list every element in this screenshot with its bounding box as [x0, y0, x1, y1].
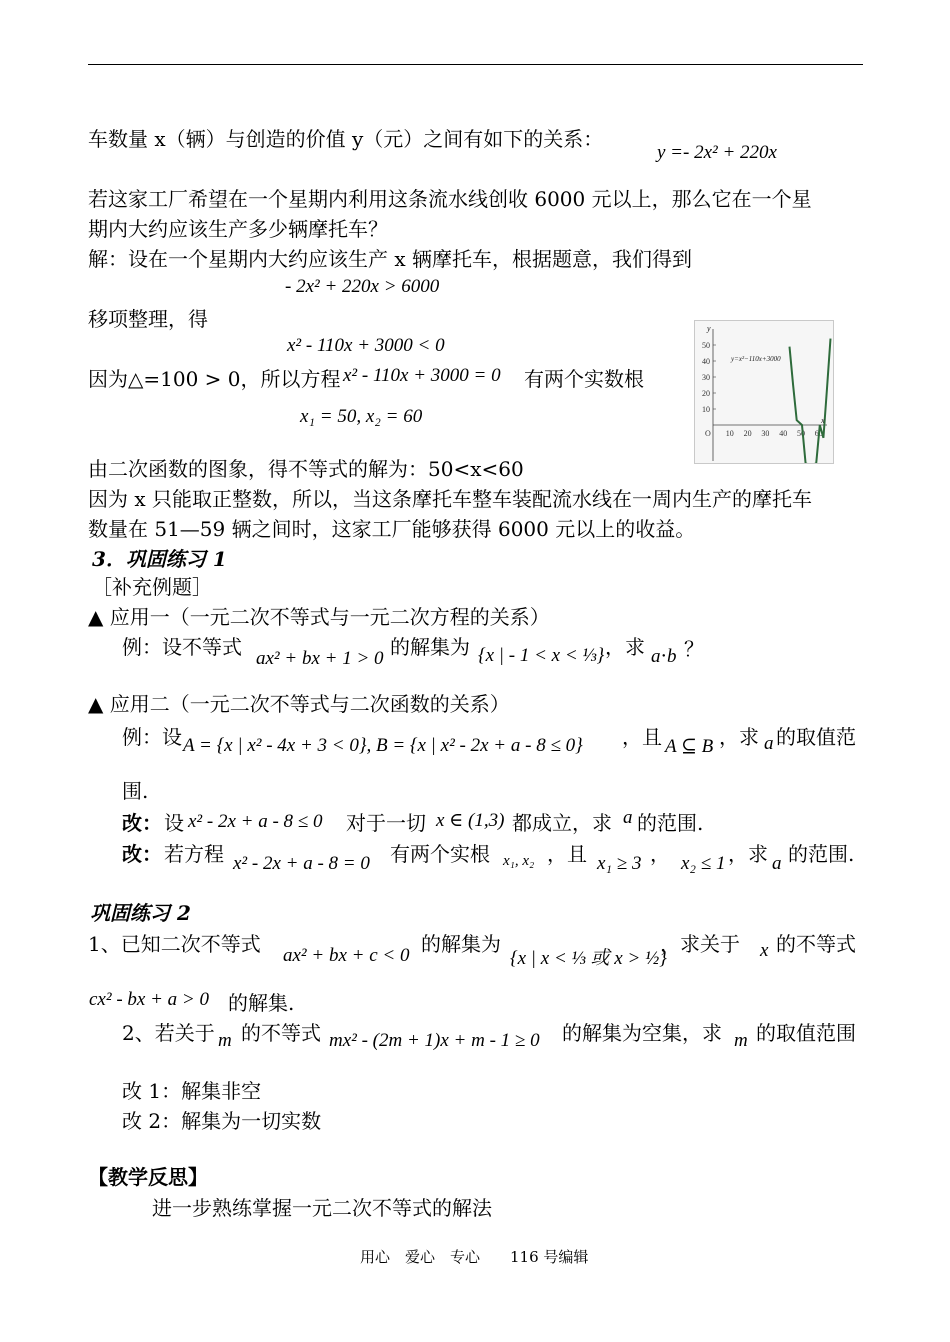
x-tick-label: 60 — [814, 429, 823, 438]
text-line: ，求关于 — [660, 932, 740, 956]
text-line: 改 2：解集为一切实数 — [122, 1109, 322, 1133]
text-line: 1、已知二次不等式 — [88, 932, 261, 956]
text-line: 对于一切 — [346, 811, 426, 835]
condition: x₁ ≥ 3 — [597, 853, 642, 874]
equation: mx² - (2m + 1)x + m - 1 ≥ 0 — [329, 1030, 540, 1051]
text-line: ，求 — [719, 725, 759, 749]
text-line: 都成立，求 — [512, 811, 612, 835]
math-var: m — [734, 1030, 748, 1051]
curve-label: y=x²−110x+3000 — [731, 355, 781, 363]
text-line: 的不等式 — [241, 1021, 321, 1045]
equation: ax² + bx + c < 0 — [283, 945, 410, 966]
text-line: 围. — [122, 779, 149, 803]
text-line: 解：设在一个星期内大约应该生产 x 辆摩托车，根据题意，我们得到 — [88, 247, 692, 271]
parabola-curve — [790, 339, 831, 463]
text-line: 数量在 51—59 辆之间时，这家工厂能够获得 6000 元以上的收益。 — [88, 517, 696, 541]
text-line: 期内大约应该生产多少辆摩托车？ — [88, 217, 388, 241]
x-axis-label: x — [821, 416, 825, 425]
equation: x² - 2x + a - 8 ≤ 0 — [188, 811, 323, 832]
y-tick-label: 10 — [702, 405, 710, 414]
y-tick-label: 40 — [702, 357, 710, 366]
math-var: x — [760, 940, 769, 961]
condition: x₂ ≤ 1 — [681, 853, 726, 874]
x-tick-label: 50 — [797, 429, 805, 438]
math-var: m — [218, 1030, 232, 1051]
application-heading: ▲ 应用二（一元二次不等式与二次函数的关系） — [88, 692, 510, 716]
text-line: ？ — [684, 637, 704, 661]
text-line: 的解集为 — [390, 635, 470, 659]
application-heading: ▲ 应用一（一元二次不等式与一元二次方程的关系） — [88, 605, 550, 629]
text-line: 的范围. — [788, 842, 855, 866]
y-tick-label: 20 — [702, 389, 710, 398]
text-line: ，且 — [622, 725, 662, 749]
text-line: 的范围. — [637, 811, 704, 835]
text-line: 有两个实根 — [390, 842, 490, 866]
equation: A = {x | x² - 4x + 3 < 0}, B = {x | x² - 2x + a - 8 ≤ 0} — [183, 735, 583, 756]
x-tick-label: 40 — [779, 429, 788, 438]
graph-svg — [695, 321, 833, 463]
text-line: 由二次函数的图象，得不等式的解为：50<x<60 — [88, 457, 524, 481]
equation: ax² + bx + 1 > 0 — [256, 648, 384, 669]
variant-label: 改： — [122, 811, 162, 835]
reflection-heading: 【教学反思】 — [88, 1165, 208, 1189]
math-var: a⋅b — [651, 646, 677, 667]
x-tick-label: 10 — [725, 429, 734, 438]
text-line: ，求 — [728, 842, 768, 866]
text-line: ，求 — [605, 635, 645, 659]
text-line: 的解集为空集，求 — [562, 1021, 722, 1045]
text-line: 因为 x 只能取正整数，所以，当这条摩托车整车装配流水线在一周内生产的摩托车 — [88, 487, 812, 511]
text-line: 若这家工厂希望在一个星期内利用这条流水线创收 6000 元以上，那么它在一个星 — [88, 187, 812, 211]
equation: x₁ = 50, x₂ = 60 — [300, 406, 423, 427]
equation: x² - 110x + 3000 = 0 — [343, 365, 501, 386]
math-var: a — [623, 807, 633, 828]
text-line: 设 — [164, 811, 184, 835]
page-footer: 用心 爱心 专心 116 号编辑 — [360, 1248, 589, 1266]
text-line: 改 1：解集非空 — [122, 1079, 262, 1103]
text-line: ， — [650, 842, 670, 866]
set-expression: {x | x < ⅓ 或 x > ½} — [510, 948, 667, 969]
text-line: 因为△=100 > 0，所以方程 — [88, 367, 341, 391]
text-line: 的解集. — [228, 991, 295, 1015]
equation: cx² - bx + a > 0 — [89, 989, 209, 1010]
text-line: 2、若关于 — [122, 1021, 215, 1045]
text-line: 车数量 x（辆）与创造的价值 y（元）之间有如下的关系： — [88, 127, 604, 151]
equation: x² - 2x + a - 8 = 0 — [233, 853, 370, 874]
equation: x² - 110x + 3000 < 0 — [287, 335, 445, 356]
text-line: 若方程 — [164, 842, 224, 866]
equation: - 2x² + 220x > 6000 — [285, 276, 440, 297]
x-tick-label: O — [705, 429, 711, 438]
text-line: ，且 — [547, 842, 587, 866]
equation: A ⊆ B — [665, 736, 714, 757]
section-heading: 3．巩固练习 1 — [92, 547, 227, 571]
x-tick-label: 20 — [743, 429, 752, 438]
text-line: 的解集为 — [421, 932, 501, 956]
math-var: a — [772, 853, 782, 874]
text-line: 的取值范 — [776, 725, 856, 749]
text-line: 例：设 — [122, 725, 182, 749]
section-heading: 巩固练习 2 — [90, 901, 191, 925]
y-tick-label: 50 — [702, 341, 710, 350]
x-tick-label: 30 — [761, 429, 770, 438]
text-line: 的取值范围 — [756, 1021, 856, 1045]
text-line: 的不等式 — [776, 932, 856, 956]
reflection-body: 进一步熟练掌握一元二次不等式的解法 — [152, 1196, 492, 1220]
text-line: 例：设不等式 — [122, 635, 242, 659]
variant-label: 改： — [122, 842, 162, 866]
supplement-label: ［补充例题］ — [92, 575, 212, 599]
set-expression: {x | - 1 < x < ⅓} — [478, 645, 605, 666]
roots: x₁, x₂ — [503, 853, 535, 869]
y-axis-label: y — [707, 324, 711, 333]
parabola-graph — [694, 320, 834, 464]
equation: y =- 2x² + 220x — [657, 142, 777, 163]
y-tick-label: 30 — [702, 373, 710, 382]
text-line: 移项整理，得 — [88, 307, 208, 331]
header-rule — [88, 64, 863, 65]
interval: x ∈ (1,3) — [436, 810, 505, 831]
math-var: a — [764, 733, 774, 754]
text-line: 有两个实数根 — [524, 367, 644, 391]
